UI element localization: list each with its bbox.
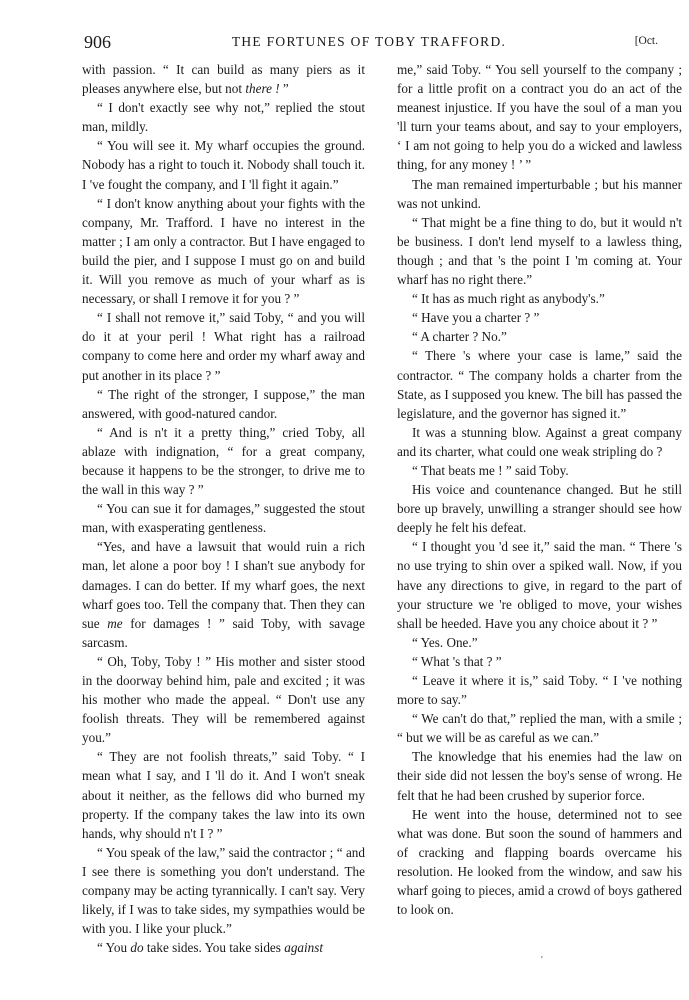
paragraph	[82, 194, 365, 309]
print-mark: '	[541, 955, 543, 966]
paragraph	[82, 136, 365, 193]
paragraph-text: “ We can't do that,” replied the man, with a smile ; “ but we will be as careful as we can.”	[397, 711, 682, 746]
paragraph-text: “ Leave it where it is,” said Toby. “ I 've nothing more to say.”	[397, 673, 682, 708]
paragraph-text: ”	[279, 81, 289, 97]
paragraph	[82, 423, 365, 499]
paragraph-text: with passion. “ It can build as many piers as it pleases anywhere else, but not	[82, 62, 365, 97]
paragraph-text: “ The right of the stronger, I suppose,” the man answered, with good-natured candor.	[82, 386, 365, 421]
paragraph-text: “ Oh, Toby, Toby ! ” His mother and sister stood in the doorway behind him, pale and excited ; it was his mother who made the appeal. “ Don't use any foolish threats. They will be remembered against you.”	[82, 653, 365, 746]
paragraph-text: “ What 's that ? ”	[412, 653, 502, 669]
paragraph	[397, 423, 682, 461]
paragraph-text: “ You speak of the law,” said the contractor ; “ and I see there is something you don't understand. The company may be acting tyrannically. I can't say. Very likely, if I was to take sides, my sympathies would be with you. I like your pluck.”	[82, 844, 365, 937]
paragraph	[82, 537, 365, 652]
page-header	[84, 32, 658, 54]
paragraph-text: It was a stunning blow. Against a great company and its charter, what could one weak stripling do ?	[397, 424, 682, 459]
paragraph-text: “Yes, and have a lawsuit that would ruin a rich man, let alone a poor boy ! I shan't sue anybody for damages. I can do better. If my wharf goes, the next wharf goes too. Tell the company that. Then they can sue	[82, 539, 365, 631]
paragraph	[397, 805, 682, 920]
paragraph-text: for damages ! ” said Toby, with savage sarcasm.	[82, 615, 365, 650]
paragraph	[397, 60, 682, 175]
paragraph	[397, 346, 682, 422]
paragraph	[397, 175, 682, 213]
paragraph-text: “ That might be a fine thing to do, but it would n't be business. I don't lend myself to a lawless thing, though ; and that 's the point I 'm coming at. Your wharf has no right there.”	[397, 214, 682, 288]
emphasis-text: me	[107, 615, 123, 631]
paragraph	[397, 289, 682, 308]
paragraph	[82, 499, 365, 537]
emphasis-text: there !	[245, 81, 280, 97]
paragraph	[82, 98, 365, 136]
running-title: THE FORTUNES OF TOBY TRAFFORD.	[231, 34, 507, 49]
paragraph-text: “ You can sue it for damages,” suggested the stout man, with exasperating gentleness.	[82, 501, 365, 536]
emphasis-text: do	[130, 940, 144, 956]
paragraph-text: “ And is n't it a pretty thing,” cried Toby, all ablaze with indignation, “ for a great company, because it happens to be the stronger, to drive me to the wall in this way ? ”	[82, 424, 365, 498]
paragraph	[82, 652, 365, 747]
paragraph-text: me,” said Toby. “ You sell yourself to the company ; for a little profit on a contract you do an act of the meanest injustice. If you have the soul of a man you 'll turn your teams about, and say to your employers, ‘ I am not going to help you do a wicked and lawless thing, for any money ! ’ ”	[397, 62, 682, 173]
paragraph	[397, 633, 682, 652]
paragraph	[397, 327, 682, 346]
issue-month: [Oct.	[634, 35, 658, 47]
paragraph-text: He went into the house, determined not to see what was done. But soon the sound of hammers and of cracking and flapping boards overcame his resolution. He looked from the window, and saw his wharf going to pieces, amid a crowd of boys gathered to look on.	[397, 806, 682, 918]
paragraph	[397, 213, 682, 289]
paragraph-text: “ A charter ? No.”	[412, 329, 507, 345]
paragraph-text: “ It has as much right as anybody's.”	[412, 291, 605, 307]
paragraph-text: His voice and countenance changed. But he still bore up bravely, unwilling a stranger should see how deeply he felt his defeat.	[397, 482, 682, 536]
paragraph	[82, 385, 365, 423]
paragraph-text: “ That beats me ! ” said Toby.	[412, 462, 569, 478]
paragraph-text: The knowledge that his enemies had the law on their side did not lessen the boy's sense of wrong. He felt that he had been crushed by superior force.	[397, 749, 682, 803]
paragraph-text: “ I shall not remove it,” said Toby, “ and you will do it at your peril ! What right has a railroad company to come here and order my wharf away and put another in its place ? ”	[82, 310, 365, 383]
paragraph	[397, 747, 682, 804]
paragraph-text: “ I don't know anything about your fights with the company, Mr. Trafford. I have no interest in the matter ; I am only a contractor. But I have engaged to build the pier, and I suppose I must go on and build it. Will you remove as much of your wharf as is necessary, or shall I remove it for you ? ”	[82, 195, 365, 307]
paragraph	[82, 308, 365, 384]
paragraph	[397, 480, 682, 537]
paragraph	[397, 709, 682, 747]
paragraph	[397, 671, 682, 709]
paragraph	[82, 843, 365, 938]
right-column	[397, 60, 682, 919]
paragraph	[82, 60, 365, 98]
paragraph-text: take sides. You take sides	[143, 940, 285, 956]
page-number: 906	[84, 32, 111, 52]
paragraph-text: The man remained imperturbable ; but his manner was not unkind.	[397, 176, 682, 211]
paragraph-text: “ Yes. One.”	[412, 634, 478, 650]
paragraph-text: “ You will see it. My wharf occupies the ground. Nobody has a right to touch it. Nobody shall touch it. I 've fought the company, and I 'll fight it again.”	[82, 138, 365, 192]
paragraph	[397, 461, 682, 480]
paragraph	[397, 652, 682, 671]
paragraph-text: “ There 's where your case is lame,” said the contractor. “ The company holds a charter from the State, as I supposed you knew. The bill has passed the legislature, and the governor has signed it.”	[397, 348, 682, 421]
paragraph-text: “ I don't exactly see why not,” replied the stout man, mildly.	[82, 100, 365, 135]
paragraph-text: “ I thought you 'd see it,” said the man. “ There 's no use trying to shin over a spiked wall. Now, if you have any directions to give, in regard to the part of your structure we 're obliged to move, your wishes shall be heeded. Have you any choice about it ? ”	[397, 539, 682, 631]
paragraph	[82, 938, 365, 957]
paragraph-text: “ Have you a charter ? ”	[412, 310, 540, 326]
paragraph-text: “ They are not foolish threats,” said Toby. “ I mean what I say, and I 'll do it. And I won't sneak about it neither, as the fellows did who burned my property. If the company takes the law into its own hands, why should n't I ? ”	[82, 749, 365, 841]
emphasis-text: against	[284, 940, 324, 956]
paragraph	[82, 747, 365, 842]
left-column	[82, 60, 365, 957]
paragraph	[397, 308, 682, 327]
paragraph	[397, 537, 682, 632]
paragraph-text: “ You	[97, 940, 131, 956]
